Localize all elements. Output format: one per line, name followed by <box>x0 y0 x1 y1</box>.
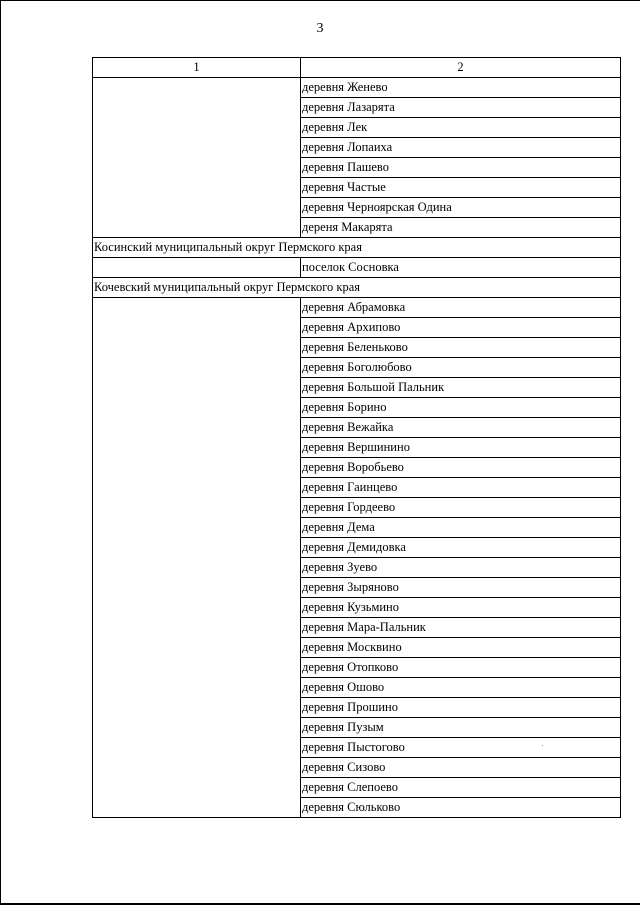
municipal-district-title: Косинский муниципальный округ Пермского края <box>93 238 621 258</box>
settlement-cell: деревня Зыряново <box>301 578 621 598</box>
page-number: 3 <box>316 21 324 36</box>
settlement-cell: деревня Беленьково <box>301 338 621 358</box>
settlement-cell: деревня Лопаиха <box>301 138 621 158</box>
settlement-cell: деревня Сюльково <box>301 798 621 818</box>
settlement-cell: деревня Кузьмино <box>301 598 621 618</box>
settlement-cell: дереня Макарята <box>301 218 621 238</box>
municipal-district-title: Кочевский муниципальный округ Пермского края <box>93 278 621 298</box>
settlements-table <box>92 57 621 818</box>
settlement-cell: деревня Ошово <box>301 678 621 698</box>
table-row <box>93 78 621 98</box>
settlement-cell: деревня Прошино <box>301 698 621 718</box>
settlement-cell: деревня Сизово <box>301 758 621 778</box>
settlement-cell: деревня Отопково <box>301 658 621 678</box>
settlement-cell: деревня Боголюбово <box>301 358 621 378</box>
settlement-cell: деревня Архипово <box>301 318 621 338</box>
settlement-cell: деревня Слепоево <box>301 778 621 798</box>
section-row <box>93 238 621 258</box>
settlement-cell: деревня Мара-Пальник <box>301 618 621 638</box>
table-row <box>93 258 621 278</box>
district-cell-empty <box>93 298 301 818</box>
settlement-cell: деревня Дема <box>301 518 621 538</box>
table-body <box>93 58 621 818</box>
settlement-cell: деревня Демидовка <box>301 538 621 558</box>
settlement-cell: деревня Гаинцево <box>301 478 621 498</box>
scan-edge-left <box>0 0 1 905</box>
settlement-cell: деревня Вежайка <box>301 418 621 438</box>
settlement-cell: деревня Пашево <box>301 158 621 178</box>
district-cell-empty <box>93 78 301 238</box>
settlement-cell: поселок Сосновка <box>301 258 621 278</box>
settlement-cell: деревня Гордеево <box>301 498 621 518</box>
settlement-cell: деревня Пузым <box>301 718 621 738</box>
settlement-cell: деревня Абрамовка <box>301 298 621 318</box>
district-cell-empty <box>93 258 301 278</box>
settlement-cell: деревня Борино <box>301 398 621 418</box>
settlement-cell: деревня Москвино <box>301 638 621 658</box>
settlement-cell: деревня Частые <box>301 178 621 198</box>
settlement-cell: деревня Зуево <box>301 558 621 578</box>
table-header-row <box>93 58 621 78</box>
settlement-cell: деревня Воробьево <box>301 458 621 478</box>
settlement-cell: деревня Лек <box>301 118 621 138</box>
column-header-1: 1 <box>93 58 301 78</box>
scan-edge-top <box>0 0 640 1</box>
settlement-cell: деревня Черноярская Одина <box>301 198 621 218</box>
settlement-cell: деревня Большой Пальник <box>301 378 621 398</box>
section-row <box>93 278 621 298</box>
settlement-cell: деревня Пыстогово <box>301 738 621 758</box>
column-header-2: 2 <box>301 58 621 78</box>
settlement-cell: деревня Женево <box>301 78 621 98</box>
settlement-cell: деревня Вершинино <box>301 438 621 458</box>
table-row <box>93 298 621 318</box>
settlement-cell: деревня Лазарята <box>301 98 621 118</box>
